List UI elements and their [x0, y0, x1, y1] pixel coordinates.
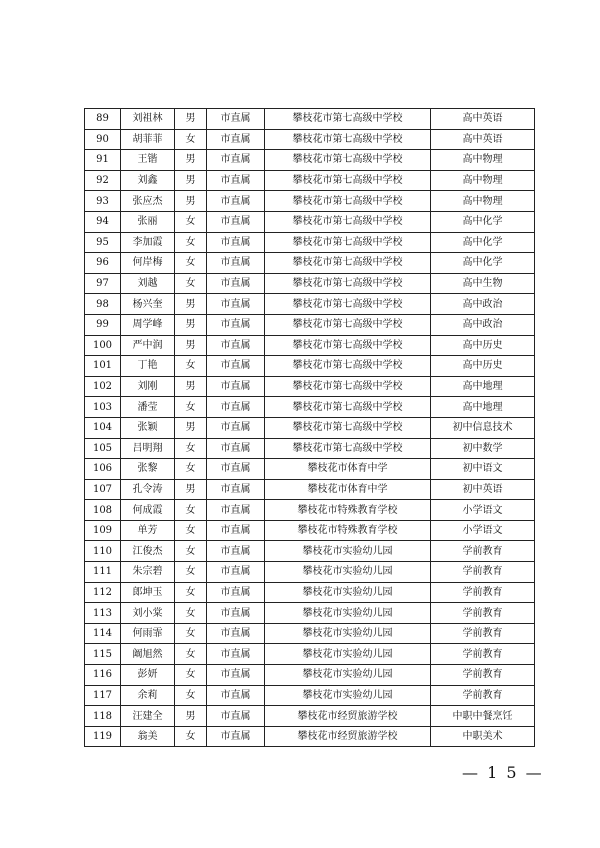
- row-number-cell: 111: [85, 562, 121, 583]
- school-name-cell: 攀枝花市第七高级中学校: [265, 438, 431, 459]
- person-name-cell: 刘祖林: [121, 109, 175, 130]
- unit-cell: 市直属: [207, 335, 265, 356]
- row-number-cell: 100: [85, 335, 121, 356]
- school-name-cell: 攀枝花市第七高级中学校: [265, 253, 431, 274]
- person-name-cell: 何雨霏: [121, 623, 175, 644]
- person-name-cell: 刘鑫: [121, 170, 175, 191]
- subject-cell: 初中信息技术: [431, 417, 535, 438]
- table-row: [85, 582, 535, 603]
- person-name-cell: 张丽: [121, 211, 175, 232]
- subject-cell: 高中政治: [431, 294, 535, 315]
- person-name-cell: 周学峰: [121, 314, 175, 335]
- roster-table: [84, 108, 535, 747]
- table-row: [85, 644, 535, 665]
- unit-cell: 市直属: [207, 170, 265, 191]
- table-row: [85, 500, 535, 521]
- school-name-cell: 攀枝花市实验幼儿园: [265, 582, 431, 603]
- subject-cell: 高中政治: [431, 314, 535, 335]
- unit-cell: 市直属: [207, 685, 265, 706]
- row-number-cell: 117: [85, 685, 121, 706]
- subject-cell: 学前教育: [431, 541, 535, 562]
- table-row: [85, 706, 535, 727]
- person-name-cell: 翁美: [121, 726, 175, 747]
- subject-cell: 小学语文: [431, 520, 535, 541]
- subject-cell: 学前教育: [431, 562, 535, 583]
- row-number-cell: 101: [85, 356, 121, 377]
- gender-cell: 女: [175, 459, 207, 480]
- unit-cell: 市直属: [207, 459, 265, 480]
- row-number-cell: 98: [85, 294, 121, 315]
- row-number-cell: 96: [85, 253, 121, 274]
- gender-cell: 女: [175, 644, 207, 665]
- person-name-cell: 余莉: [121, 685, 175, 706]
- school-name-cell: 攀枝花市实验幼儿园: [265, 541, 431, 562]
- person-name-cell: 丁艳: [121, 356, 175, 377]
- school-name-cell: 攀枝花市第七高级中学校: [265, 376, 431, 397]
- table-row: [85, 294, 535, 315]
- unit-cell: 市直属: [207, 520, 265, 541]
- subject-cell: 学前教育: [431, 582, 535, 603]
- school-name-cell: 攀枝花市第七高级中学校: [265, 109, 431, 130]
- table-row: [85, 541, 535, 562]
- subject-cell: 小学语文: [431, 500, 535, 521]
- person-name-cell: 吕明翔: [121, 438, 175, 459]
- unit-cell: 市直属: [207, 726, 265, 747]
- school-name-cell: 攀枝花市特殊教育学校: [265, 500, 431, 521]
- gender-cell: 男: [175, 294, 207, 315]
- school-name-cell: 攀枝花市第七高级中学校: [265, 356, 431, 377]
- gender-cell: 女: [175, 356, 207, 377]
- subject-cell: 高中历史: [431, 356, 535, 377]
- table-row: [85, 479, 535, 500]
- gender-cell: 女: [175, 438, 207, 459]
- school-name-cell: 攀枝花市实验幼儿园: [265, 623, 431, 644]
- unit-cell: 市直属: [207, 417, 265, 438]
- row-number-cell: 91: [85, 150, 121, 171]
- subject-cell: 初中数学: [431, 438, 535, 459]
- gender-cell: 女: [175, 623, 207, 644]
- gender-cell: 女: [175, 582, 207, 603]
- table-row: [85, 685, 535, 706]
- table-row: [85, 314, 535, 335]
- person-name-cell: 王锴: [121, 150, 175, 171]
- subject-cell: 高中生物: [431, 273, 535, 294]
- table-row: [85, 150, 535, 171]
- school-name-cell: 攀枝花市第七高级中学校: [265, 335, 431, 356]
- gender-cell: 女: [175, 665, 207, 686]
- row-number-cell: 110: [85, 541, 121, 562]
- person-name-cell: 杨兴奎: [121, 294, 175, 315]
- gender-cell: 男: [175, 335, 207, 356]
- person-name-cell: 孔令涛: [121, 479, 175, 500]
- table-row: [85, 665, 535, 686]
- subject-cell: 中职中餐烹饪: [431, 706, 535, 727]
- subject-cell: 高中物理: [431, 170, 535, 191]
- gender-cell: 女: [175, 500, 207, 521]
- table-row: [85, 191, 535, 212]
- row-number-cell: 106: [85, 459, 121, 480]
- gender-cell: 女: [175, 253, 207, 274]
- unit-cell: 市直属: [207, 150, 265, 171]
- school-name-cell: 攀枝花市第七高级中学校: [265, 232, 431, 253]
- table-row: [85, 253, 535, 274]
- row-number-cell: 97: [85, 273, 121, 294]
- unit-cell: 市直属: [207, 582, 265, 603]
- subject-cell: 初中语文: [431, 459, 535, 480]
- unit-cell: 市直属: [207, 562, 265, 583]
- row-number-cell: 90: [85, 129, 121, 150]
- person-name-cell: 张黎: [121, 459, 175, 480]
- person-name-cell: 胡菲菲: [121, 129, 175, 150]
- subject-cell: 高中物理: [431, 191, 535, 212]
- school-name-cell: 攀枝花市第七高级中学校: [265, 211, 431, 232]
- table-row: [85, 273, 535, 294]
- row-number-cell: 109: [85, 520, 121, 541]
- row-number-cell: 94: [85, 211, 121, 232]
- school-name-cell: 攀枝花市实验幼儿园: [265, 685, 431, 706]
- table-row: [85, 623, 535, 644]
- table-row: [85, 356, 535, 377]
- row-number-cell: 116: [85, 665, 121, 686]
- row-number-cell: 99: [85, 314, 121, 335]
- row-number-cell: 95: [85, 232, 121, 253]
- school-name-cell: 攀枝花市实验幼儿园: [265, 665, 431, 686]
- person-name-cell: 潘莹: [121, 397, 175, 418]
- subject-cell: 中职美术: [431, 726, 535, 747]
- school-name-cell: 攀枝花市第七高级中学校: [265, 417, 431, 438]
- subject-cell: 高中历史: [431, 335, 535, 356]
- gender-cell: 女: [175, 603, 207, 624]
- subject-cell: 高中英语: [431, 109, 535, 130]
- row-number-cell: 119: [85, 726, 121, 747]
- row-number-cell: 105: [85, 438, 121, 459]
- gender-cell: 女: [175, 520, 207, 541]
- gender-cell: 女: [175, 273, 207, 294]
- unit-cell: 市直属: [207, 541, 265, 562]
- row-number-cell: 115: [85, 644, 121, 665]
- unit-cell: 市直属: [207, 294, 265, 315]
- subject-cell: 高中物理: [431, 150, 535, 171]
- unit-cell: 市直属: [207, 109, 265, 130]
- gender-cell: 女: [175, 562, 207, 583]
- unit-cell: 市直属: [207, 232, 265, 253]
- gender-cell: 男: [175, 376, 207, 397]
- person-name-cell: 阚旭然: [121, 644, 175, 665]
- table-row: [85, 109, 535, 130]
- person-name-cell: 刘越: [121, 273, 175, 294]
- unit-cell: 市直属: [207, 129, 265, 150]
- unit-cell: 市直属: [207, 479, 265, 500]
- subject-cell: 高中英语: [431, 129, 535, 150]
- table-row: [85, 726, 535, 747]
- row-number-cell: 113: [85, 603, 121, 624]
- school-name-cell: 攀枝花市第七高级中学校: [265, 294, 431, 315]
- subject-cell: 学前教育: [431, 685, 535, 706]
- row-number-cell: 108: [85, 500, 121, 521]
- table-row: [85, 232, 535, 253]
- row-number-cell: 93: [85, 191, 121, 212]
- subject-cell: 高中地理: [431, 376, 535, 397]
- gender-cell: 男: [175, 170, 207, 191]
- person-name-cell: 郎坤玉: [121, 582, 175, 603]
- row-number-cell: 102: [85, 376, 121, 397]
- subject-cell: 高中化学: [431, 232, 535, 253]
- unit-cell: 市直属: [207, 644, 265, 665]
- row-number-cell: 89: [85, 109, 121, 130]
- school-name-cell: 攀枝花市体育中学: [265, 459, 431, 480]
- gender-cell: 女: [175, 726, 207, 747]
- gender-cell: 男: [175, 191, 207, 212]
- school-name-cell: 攀枝花市实验幼儿园: [265, 644, 431, 665]
- gender-cell: 男: [175, 109, 207, 130]
- unit-cell: 市直属: [207, 314, 265, 335]
- school-name-cell: 攀枝花市经贸旅游学校: [265, 726, 431, 747]
- gender-cell: 男: [175, 706, 207, 727]
- page-number: — 1 5 —: [462, 763, 544, 782]
- gender-cell: 男: [175, 417, 207, 438]
- person-name-cell: 江俊杰: [121, 541, 175, 562]
- table-row: [85, 376, 535, 397]
- row-number-cell: 114: [85, 623, 121, 644]
- subject-cell: 初中英语: [431, 479, 535, 500]
- table-row: [85, 520, 535, 541]
- table-row: [85, 562, 535, 583]
- school-name-cell: 攀枝花市第七高级中学校: [265, 150, 431, 171]
- table-row: [85, 170, 535, 191]
- gender-cell: 女: [175, 129, 207, 150]
- school-name-cell: 攀枝花市第七高级中学校: [265, 129, 431, 150]
- table-row: [85, 335, 535, 356]
- gender-cell: 女: [175, 541, 207, 562]
- person-name-cell: 张应杰: [121, 191, 175, 212]
- row-number-cell: 103: [85, 397, 121, 418]
- table-row: [85, 417, 535, 438]
- subject-cell: 学前教育: [431, 644, 535, 665]
- table-row: [85, 603, 535, 624]
- person-name-cell: 单芳: [121, 520, 175, 541]
- unit-cell: 市直属: [207, 376, 265, 397]
- row-number-cell: 104: [85, 417, 121, 438]
- subject-cell: 高中化学: [431, 211, 535, 232]
- school-name-cell: 攀枝花市第七高级中学校: [265, 273, 431, 294]
- person-name-cell: 汪建全: [121, 706, 175, 727]
- gender-cell: 女: [175, 232, 207, 253]
- subject-cell: 高中化学: [431, 253, 535, 274]
- person-name-cell: 严中润: [121, 335, 175, 356]
- person-name-cell: 彭妍: [121, 665, 175, 686]
- subject-cell: 学前教育: [431, 623, 535, 644]
- table-row: [85, 438, 535, 459]
- table-row: [85, 459, 535, 480]
- person-name-cell: 朱宗碧: [121, 562, 175, 583]
- gender-cell: 女: [175, 685, 207, 706]
- subject-cell: 学前教育: [431, 603, 535, 624]
- gender-cell: 男: [175, 479, 207, 500]
- unit-cell: 市直属: [207, 211, 265, 232]
- person-name-cell: 何岸梅: [121, 253, 175, 274]
- row-number-cell: 92: [85, 170, 121, 191]
- table-row: [85, 129, 535, 150]
- row-number-cell: 112: [85, 582, 121, 603]
- unit-cell: 市直属: [207, 623, 265, 644]
- unit-cell: 市直属: [207, 500, 265, 521]
- school-name-cell: 攀枝花市第七高级中学校: [265, 397, 431, 418]
- school-name-cell: 攀枝花市第七高级中学校: [265, 170, 431, 191]
- school-name-cell: 攀枝花市实验幼儿园: [265, 603, 431, 624]
- person-name-cell: 刘小棠: [121, 603, 175, 624]
- school-name-cell: 攀枝花市体育中学: [265, 479, 431, 500]
- roster-body: [85, 109, 535, 747]
- gender-cell: 男: [175, 150, 207, 171]
- gender-cell: 女: [175, 211, 207, 232]
- subject-cell: 学前教育: [431, 665, 535, 686]
- school-name-cell: 攀枝花市实验幼儿园: [265, 562, 431, 583]
- person-name-cell: 张颖: [121, 417, 175, 438]
- person-name-cell: 李加霞: [121, 232, 175, 253]
- gender-cell: 女: [175, 397, 207, 418]
- subject-cell: 高中地理: [431, 397, 535, 418]
- unit-cell: 市直属: [207, 253, 265, 274]
- person-name-cell: 何成霞: [121, 500, 175, 521]
- school-name-cell: 攀枝花市第七高级中学校: [265, 314, 431, 335]
- unit-cell: 市直属: [207, 397, 265, 418]
- unit-cell: 市直属: [207, 191, 265, 212]
- unit-cell: 市直属: [207, 706, 265, 727]
- unit-cell: 市直属: [207, 603, 265, 624]
- unit-cell: 市直属: [207, 665, 265, 686]
- table-row: [85, 211, 535, 232]
- unit-cell: 市直属: [207, 438, 265, 459]
- table-row: [85, 397, 535, 418]
- school-name-cell: 攀枝花市经贸旅游学校: [265, 706, 431, 727]
- row-number-cell: 107: [85, 479, 121, 500]
- person-name-cell: 刘刚: [121, 376, 175, 397]
- gender-cell: 男: [175, 314, 207, 335]
- school-name-cell: 攀枝花市第七高级中学校: [265, 191, 431, 212]
- school-name-cell: 攀枝花市特殊教育学校: [265, 520, 431, 541]
- row-number-cell: 118: [85, 706, 121, 727]
- unit-cell: 市直属: [207, 273, 265, 294]
- unit-cell: 市直属: [207, 356, 265, 377]
